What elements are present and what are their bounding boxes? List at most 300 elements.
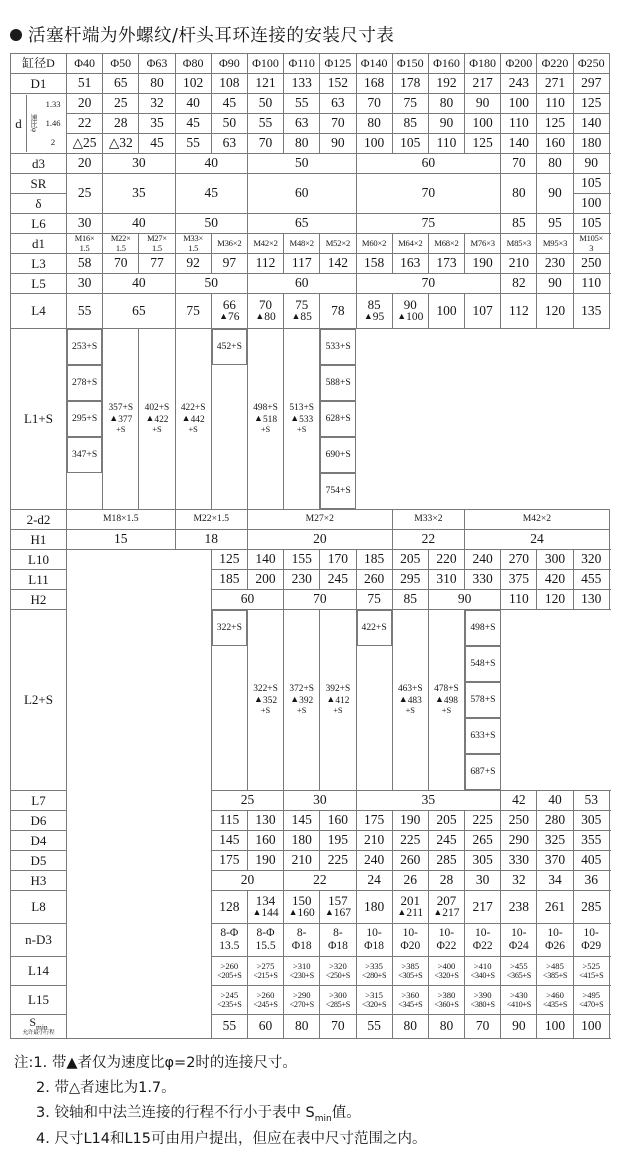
cell-value: 375 <box>501 570 537 590</box>
cell-value: 90 <box>501 1015 537 1039</box>
header-cell: Φ140 <box>356 54 392 74</box>
header-cell: Φ250 <box>573 54 609 74</box>
cell-value: 55 <box>247 114 283 134</box>
header-cell: Φ180 <box>465 54 501 74</box>
row-label: L10 <box>11 550 67 570</box>
cell-value: 245 <box>428 831 464 851</box>
row-d-ratio-1.33 <box>11 94 610 114</box>
header-cell: Φ63 <box>139 54 175 74</box>
cell-value: 210 <box>356 831 392 851</box>
cell-value-dual: 10- Φ26 <box>537 924 573 957</box>
cell-value: 40 <box>175 154 247 174</box>
cell-value: 120 <box>537 294 573 329</box>
cell-thread: M36×2 <box>211 234 247 254</box>
cell-value: 300 <box>537 550 573 570</box>
cell-value: 217 <box>465 74 501 94</box>
cell-value: 26 <box>392 871 428 891</box>
cell-value: 110 <box>537 94 573 114</box>
cell-value: 158 <box>356 254 392 274</box>
cell-value: 322+S <box>212 610 247 646</box>
cell-value: 30 <box>67 274 103 294</box>
cell-value: 355 <box>573 831 609 851</box>
cell-range: >300 <285+S <box>320 986 356 1015</box>
cell-value: 271 <box>537 74 573 94</box>
cell-value-dual: 8-Φ 15.5 <box>247 924 283 957</box>
cell-value: 217 <box>465 891 501 924</box>
notes-block <box>0 1039 620 1152</box>
cell-value: 295+S <box>67 401 102 437</box>
cell-value: 120 <box>537 590 573 610</box>
cell-value: 125 <box>573 94 609 114</box>
header-cell: Φ40 <box>67 54 103 74</box>
page-title-text: 活塞杆端为外螺纹/杆头耳环连接的安装尺寸表 <box>28 22 394 47</box>
row-label: H2 <box>11 590 67 610</box>
cell-value: 170 <box>320 550 356 570</box>
cell-value: 34 <box>537 871 573 891</box>
cell-value: 370 <box>537 851 573 871</box>
cell-range: >410 <340+S <box>465 957 501 986</box>
cell-value: 100 <box>573 1015 609 1039</box>
cell-value: 70 <box>284 590 356 610</box>
cell-range: >460 <435+S <box>537 986 573 1015</box>
header-cell: Φ80 <box>175 54 211 74</box>
cell-range: >385 <305+S <box>392 957 428 986</box>
cell-value: 245 <box>320 570 356 590</box>
cell-value: 110 <box>501 590 537 610</box>
cell-value: 60 <box>247 1015 283 1039</box>
cell-value: 225 <box>392 831 428 851</box>
cell-value: 588+S <box>320 365 356 401</box>
cell-value: 195 <box>320 831 356 851</box>
cell-value: 285 <box>428 851 464 871</box>
cell-value: 270 <box>501 550 537 570</box>
cell-value: 70 <box>356 174 501 214</box>
cell-value: 63 <box>284 114 320 134</box>
cell-value: 100 <box>356 134 392 154</box>
cell-value: 205 <box>428 811 464 831</box>
cell-value: 280 <box>537 811 573 831</box>
cell-value: 140 <box>573 114 609 134</box>
cell-value: 125 <box>537 114 573 134</box>
cell-value: 32 <box>139 94 175 114</box>
cell-value: 45 <box>175 174 247 214</box>
row-L6 <box>11 214 610 234</box>
header-cell: Φ110 <box>284 54 320 74</box>
cell-value: 115 <box>211 811 247 831</box>
row-H1 <box>11 530 610 550</box>
cell-value: 92 <box>175 254 211 274</box>
cell-value: 278+S <box>67 365 102 401</box>
cell-value: 295 <box>392 570 428 590</box>
cell-value: 142 <box>320 254 356 274</box>
cell-value: 140 <box>501 134 537 154</box>
cell-value: 240 <box>465 550 501 570</box>
cell-value: 40 <box>103 214 175 234</box>
header-cell: Φ125 <box>320 54 356 74</box>
cell-value: 30 <box>103 154 175 174</box>
cell-value: 220 <box>428 550 464 570</box>
cell-value: 90 <box>573 154 609 174</box>
bullet-icon <box>10 29 22 41</box>
cell-value: 135 <box>573 294 609 329</box>
cell-value: 55 <box>175 134 211 154</box>
cell-value: 65 <box>103 74 139 94</box>
cell-value: 305 <box>573 811 609 831</box>
page-title <box>0 0 620 53</box>
cell-value: 51 <box>67 74 103 94</box>
cell-value: 128 <box>211 891 247 924</box>
row-label: d1 <box>11 234 67 254</box>
cell-value: 250 <box>573 254 609 274</box>
cell-range: >495 <470+S <box>573 986 609 1015</box>
cell-value: 140 <box>247 550 283 570</box>
cell-value: 690+S <box>320 437 356 473</box>
cell-range: >380 <360+S <box>428 986 464 1015</box>
cell-value: 20 <box>211 871 283 891</box>
cell-value: 22 <box>284 871 356 891</box>
cell-value: 265 <box>465 831 501 851</box>
cell-value: 45 <box>211 94 247 114</box>
cell-value: 24 <box>465 530 610 550</box>
cell-thread: M27× 1.5 <box>139 234 175 254</box>
cell-value: 60 <box>356 154 501 174</box>
cell-value: 75 <box>356 590 392 610</box>
cell-value: 754+S <box>320 473 356 509</box>
cell-value: 90 <box>465 94 501 114</box>
cell-value: 230 <box>537 254 573 274</box>
cell-range: >335 <280+S <box>356 957 392 986</box>
header-cell: Φ50 <box>103 54 139 74</box>
cell-range: >245 <235+S <box>211 986 247 1015</box>
cell-value: 145 <box>284 811 320 831</box>
cell-value-dual: 85 ▲95 <box>356 294 392 329</box>
cell-range: >525 <415+S <box>573 957 609 986</box>
cell-value: 100 <box>501 94 537 114</box>
note-3-post: 值。 <box>332 1105 361 1121</box>
note-3 <box>36 1101 620 1127</box>
row-L4 <box>11 294 610 329</box>
cell-value: 105 <box>573 174 609 194</box>
cell-value: 82 <box>501 274 537 294</box>
cell-value: 175 <box>356 811 392 831</box>
cell-value: 55 <box>284 94 320 114</box>
cell-value: 290 <box>501 831 537 851</box>
row-label: L5 <box>11 274 67 294</box>
cell-value: 55 <box>356 1015 392 1039</box>
cell-value: 60 <box>247 274 356 294</box>
row-label: L3 <box>11 254 67 274</box>
cell-value-dual: 66 ▲76 <box>211 294 247 329</box>
cell-value: 58 <box>67 254 103 274</box>
cell-value: 185 <box>356 550 392 570</box>
dimension-table <box>10 53 610 1039</box>
row-label: L8 <box>11 891 67 924</box>
cell-value: 70 <box>501 154 537 174</box>
row-label: H3 <box>11 871 67 891</box>
cell-range: >390 <380+S <box>465 986 501 1015</box>
cell-value-dual: 10- Φ29 <box>573 924 609 957</box>
cell-value: 420 <box>537 570 573 590</box>
row-label: H1 <box>11 530 67 550</box>
cell-value: 240 <box>356 851 392 871</box>
cell-value: 108 <box>211 74 247 94</box>
cell-value: 40 <box>537 791 573 811</box>
cell-value: 190 <box>465 254 501 274</box>
cell-value: 53 <box>573 791 609 811</box>
note-4: 4. 尺寸L14和L15可由用户提出，但应在表中尺寸范围之内。 <box>36 1127 620 1152</box>
cell-value: 80 <box>428 1015 464 1039</box>
cell-value-dual: 513+S ▲533 +S <box>284 329 320 510</box>
cell-value: 310 <box>428 570 464 590</box>
row-2-d2 <box>11 510 610 530</box>
cell-value: 548+S <box>465 646 501 682</box>
cell-value: 210 <box>501 254 537 274</box>
row-label: L7 <box>11 791 67 811</box>
note-1: 注:1. 带▲者仅为速度比φ=2时的连接尺寸。 <box>14 1051 620 1076</box>
cell-value: 325 <box>537 831 573 851</box>
blank-region <box>67 550 212 1039</box>
cell-thread: M85×3 <box>501 234 537 254</box>
cell-value: 78 <box>320 294 356 329</box>
cell-value: 55 <box>67 294 103 329</box>
row-label-Smin: $S_{min}$ 允许最小行程 <box>11 1015 67 1039</box>
cell-value: 75 <box>356 214 501 234</box>
cell-value: 80 <box>284 134 320 154</box>
cell-value: 50 <box>211 114 247 134</box>
cell-value: 178 <box>392 74 428 94</box>
row-d-ratio-2 <box>11 134 610 154</box>
cell-value: 100 <box>537 1015 573 1039</box>
cell-value: 107 <box>465 294 501 329</box>
cell-range: >315 <320+S <box>356 986 392 1015</box>
cell-value: 160 <box>537 134 573 154</box>
cell-value: 155 <box>284 550 320 570</box>
cell-value-dual: 157 ▲167 <box>320 891 356 924</box>
cell-value: 70 <box>356 274 501 294</box>
row-d-ratio-1.46 <box>11 114 610 134</box>
row-label: L1+S <box>11 329 67 510</box>
cell-value: 97 <box>211 254 247 274</box>
cell-value: 25 <box>67 174 103 214</box>
cell-value: 42 <box>501 791 537 811</box>
cell-value: 20 <box>67 154 103 174</box>
note-3-pre: 3. 铰轴和中法兰连接的行程不行小于表中 S <box>36 1105 315 1121</box>
cell-value: 90 <box>428 590 500 610</box>
cell-value: 145 <box>211 831 247 851</box>
cell-range: >485 <385+S <box>537 957 573 986</box>
cell-value: 85 <box>392 590 428 610</box>
cell-value-dual: 372+S ▲392 +S <box>284 610 320 791</box>
cell-value: 70 <box>465 1015 501 1039</box>
cell-value: 180 <box>573 134 609 154</box>
cell-value-dual: 498+S ▲518 +S <box>247 329 283 510</box>
header-cell: Φ100 <box>247 54 283 74</box>
cell-value: 95 <box>537 214 573 234</box>
cell-range: >260 <205+S <box>211 957 247 986</box>
cell-value: 70 <box>320 114 356 134</box>
cell-value: 112 <box>247 254 283 274</box>
row-d1 <box>11 234 610 254</box>
cell-value: 200 <box>247 570 283 590</box>
row-label: 2-d2 <box>11 510 67 530</box>
cell-value: 80 <box>284 1015 320 1039</box>
cell-range: >455 <365+S <box>501 957 537 986</box>
row-label: L15 <box>11 986 67 1015</box>
cell-value: 80 <box>537 154 573 174</box>
cell-value: 90 <box>537 174 573 214</box>
cell-value: 100 <box>465 114 501 134</box>
cell-value: 180 <box>356 891 392 924</box>
dimension-table-wrap <box>0 53 620 1039</box>
cell-value: 18 <box>175 530 247 550</box>
cell-thread: M48×2 <box>284 234 320 254</box>
cell-value: 121 <box>247 74 283 94</box>
cell-value: M18×1.5 <box>67 510 176 530</box>
cell-value: △25 <box>67 134 103 154</box>
cell-value-dual: 478+S ▲498 +S <box>428 610 464 791</box>
cell-value: 190 <box>392 811 428 831</box>
cell-thread: M22× 1.5 <box>103 234 139 254</box>
cell-value: 133 <box>284 74 320 94</box>
cell-value: 50 <box>247 94 283 114</box>
cell-value: 168 <box>356 74 392 94</box>
cell-value: 330 <box>465 570 501 590</box>
cell-range: >430 <410+S <box>501 986 537 1015</box>
cell-value: 297 <box>573 74 609 94</box>
cell-value: 63 <box>320 94 356 114</box>
cell-value: 80 <box>139 74 175 94</box>
cell-value: 35 <box>139 114 175 134</box>
cell-value: 90 <box>537 274 573 294</box>
cell-value-dual: 75 ▲85 <box>284 294 320 329</box>
row-label: L14 <box>11 957 67 986</box>
cell-value: M42×2 <box>465 510 610 530</box>
cell-value: 80 <box>392 1015 428 1039</box>
cell-value: 405 <box>573 851 609 871</box>
cell-value: 50 <box>247 154 356 174</box>
cell-value: △32 <box>103 134 139 154</box>
note-3-sub: min <box>315 1114 332 1124</box>
cell-value: 15 <box>67 530 176 550</box>
cell-value: 22 <box>392 530 464 550</box>
cell-value-dual: 90 ▲100 <box>392 294 428 329</box>
cell-value: 40 <box>175 94 211 114</box>
cell-range: >275 <215+S <box>247 957 283 986</box>
row-L1-plus-S <box>11 329 610 510</box>
cell-thread: M42×2 <box>247 234 283 254</box>
header-cell: Φ90 <box>211 54 247 74</box>
cell-value: 452+S <box>212 329 247 365</box>
cell-thread: M105× 3 <box>573 234 609 254</box>
row-label: d3 <box>11 154 67 174</box>
cell-thread: M95×3 <box>537 234 573 254</box>
cell-value: 260 <box>356 570 392 590</box>
header-cell: Φ220 <box>537 54 573 74</box>
header-label-cylinder-bore: 缸径D <box>11 54 67 74</box>
cell-value: 24 <box>356 871 392 891</box>
cell-value-dual: 422+S ▲442 +S <box>175 329 211 510</box>
cell-value: 25 <box>103 94 139 114</box>
cell-value: 40 <box>103 274 175 294</box>
row-label: L11 <box>11 570 67 590</box>
cell-value: 45 <box>175 114 211 134</box>
header-cell: Φ160 <box>428 54 464 74</box>
cell-value: 100 <box>428 294 464 329</box>
table-body <box>11 54 610 1039</box>
row-label: L6 <box>11 214 67 234</box>
cell-value: 75 <box>175 294 211 329</box>
cell-value: 70 <box>320 1015 356 1039</box>
cell-value: 80 <box>428 94 464 114</box>
cell-value: 75 <box>392 94 428 114</box>
cell-value: 238 <box>501 891 537 924</box>
cell-value: 110 <box>573 274 609 294</box>
cell-range: >320 <250+S <box>320 957 356 986</box>
cell-value: 320 <box>573 550 609 570</box>
cell-value: 455 <box>573 570 609 590</box>
cell-value: 20 <box>247 530 392 550</box>
cell-value: 498+S <box>465 610 501 646</box>
cell-value-dual: 150 ▲160 <box>284 891 320 924</box>
header-cell: Φ150 <box>392 54 428 74</box>
cell-value: 110 <box>501 114 537 134</box>
cell-value: 77 <box>139 254 175 274</box>
cell-value: 30 <box>284 791 356 811</box>
cell-thread: M52×2 <box>320 234 356 254</box>
cell-value-dual: 8- Φ18 <box>284 924 320 957</box>
cell-value: 30 <box>465 871 501 891</box>
cell-value-dual: 134 ▲144 <box>247 891 283 924</box>
cell-value: 285 <box>573 891 609 924</box>
row-L5 <box>11 274 610 294</box>
row-label: L2+S <box>11 610 67 791</box>
cell-value: 633+S <box>465 718 501 754</box>
cell-value: 70 <box>247 134 283 154</box>
cell-value: 32 <box>501 871 537 891</box>
cell-value: 70 <box>356 94 392 114</box>
cell-value-dual: 10- Φ24 <box>501 924 537 957</box>
cell-value: 35 <box>356 791 501 811</box>
cell-value: M27×2 <box>247 510 392 530</box>
cell-value: 130 <box>247 811 283 831</box>
cell-value-dual: 8- Φ18 <box>320 924 356 957</box>
cell-value: 192 <box>428 74 464 94</box>
cell-value: 65 <box>103 294 175 329</box>
cell-value: 225 <box>465 811 501 831</box>
cell-value: 330 <box>501 851 537 871</box>
cell-value-dual: 10- Φ22 <box>465 924 501 957</box>
row-label: n-D3 <box>11 924 67 957</box>
cell-value: 80 <box>501 174 537 214</box>
cell-value: 85 <box>501 214 537 234</box>
row-L3 <box>11 254 610 274</box>
header-cell: Φ200 <box>501 54 537 74</box>
cell-value: 687+S <box>465 754 501 790</box>
cell-value: 305 <box>465 851 501 871</box>
cell-value: 105 <box>392 134 428 154</box>
cell-range: >400 <320+S <box>428 957 464 986</box>
cell-value: 347+S <box>67 437 102 473</box>
cell-range: >290 <270+S <box>284 986 320 1015</box>
cell-value: 125 <box>211 550 247 570</box>
cell-value: 102 <box>175 74 211 94</box>
row-label: δ <box>11 194 67 214</box>
cell-value: 210 <box>284 851 320 871</box>
cell-value: 225 <box>320 851 356 871</box>
cell-value: 110 <box>428 134 464 154</box>
cell-value-dual: 10- Φ22 <box>428 924 464 957</box>
cell-value: 90 <box>320 134 356 154</box>
